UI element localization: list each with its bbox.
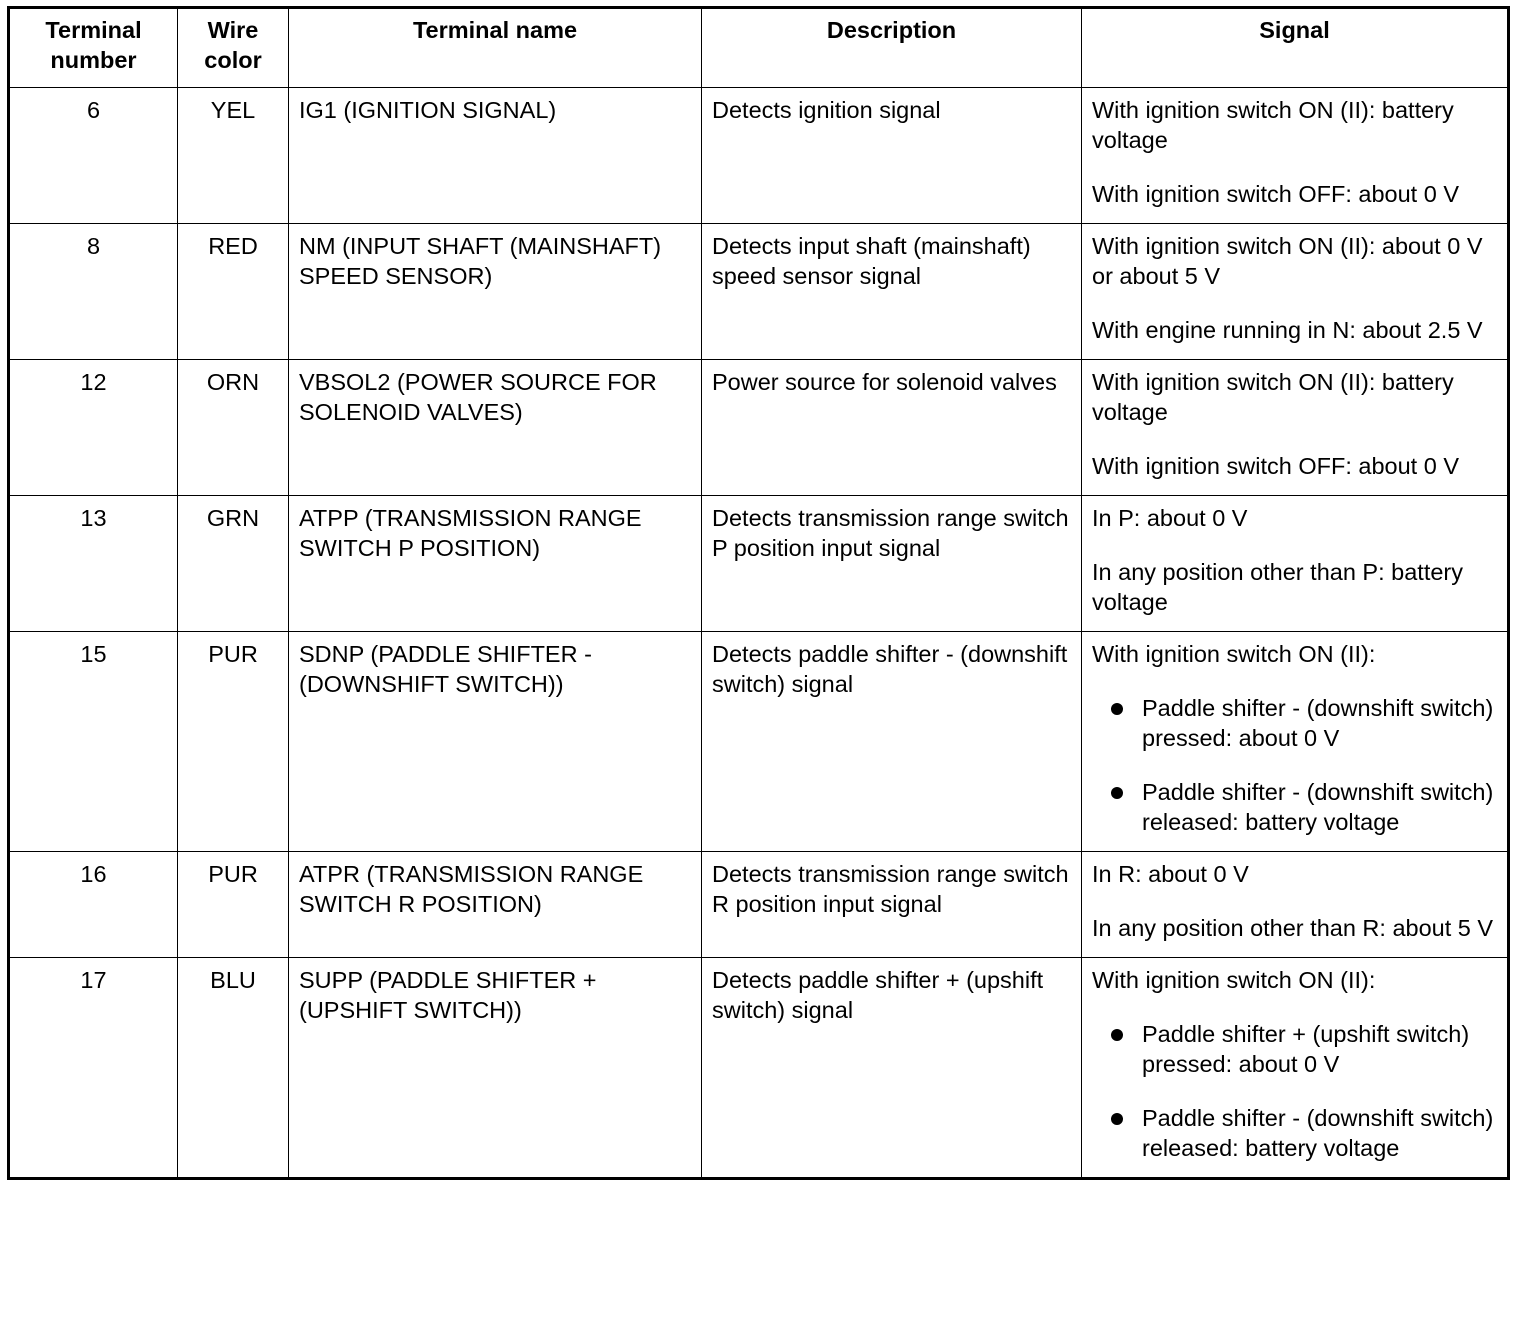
description-cell: Detects input shaft (mainshaft) speed sensor signal xyxy=(702,224,1082,360)
header-description: Description xyxy=(702,8,1082,88)
terminal-number-cell: 17 xyxy=(9,958,178,1179)
header-terminal-number xyxy=(9,8,178,88)
header-wire-color-line1: Wire xyxy=(207,17,259,43)
table-row xyxy=(9,852,1509,958)
signal-bullet-item: Paddle shifter + (upshift switch) pressed: about 0 V xyxy=(1092,1019,1497,1079)
header-terminal-name: Terminal name xyxy=(289,8,702,88)
wire-color-cell: GRN xyxy=(178,496,289,632)
terminal-name-cell: IG1 (IGNITION SIGNAL) xyxy=(289,88,702,224)
signal-cell xyxy=(1082,632,1509,852)
terminal-name-cell: NM (INPUT SHAFT (MAINSHAFT) SPEED SENSOR) xyxy=(289,224,702,360)
signal-bullet-item: Paddle shifter - (downshift switch) released: battery voltage xyxy=(1092,777,1497,837)
wire-color-cell: BLU xyxy=(178,958,289,1179)
signal-line: With ignition switch ON (II): xyxy=(1092,641,1376,667)
description-cell: Detects transmission range switch R position input signal xyxy=(702,852,1082,958)
header-terminal-number-line2: number xyxy=(50,47,137,73)
table-row xyxy=(9,88,1509,224)
terminal-number-cell: 15 xyxy=(9,632,178,852)
signal-bullet-item: Paddle shifter - (downshift switch) pressed: about 0 V xyxy=(1092,693,1497,753)
terminal-name-cell: SDNP (PADDLE SHIFTER - (DOWNSHIFT SWITCH)) xyxy=(289,632,702,852)
signal-bullet-list xyxy=(1092,693,1497,837)
signal-line: In P: about 0 V xyxy=(1092,505,1248,531)
header-signal: Signal xyxy=(1082,8,1509,88)
signal-bullet-item: Paddle shifter - (downshift switch) released: battery voltage xyxy=(1092,1103,1497,1163)
wire-color-cell: PUR xyxy=(178,632,289,852)
terminal-number-cell: 12 xyxy=(9,360,178,496)
terminal-name-cell: ATPR (TRANSMISSION RANGE SWITCH R POSITION) xyxy=(289,852,702,958)
terminal-number-cell: 13 xyxy=(9,496,178,632)
signal-bullet-list xyxy=(1092,1019,1497,1163)
wire-color-cell: ORN xyxy=(178,360,289,496)
table-header xyxy=(9,8,1509,88)
wire-color-cell: RED xyxy=(178,224,289,360)
table-row xyxy=(9,632,1509,852)
signal-cell xyxy=(1082,496,1509,632)
signal-line: With ignition switch ON (II): about 0 V or about 5 V xyxy=(1092,233,1483,289)
signal-line: In any position other than P: battery voltage xyxy=(1092,559,1464,615)
table-row xyxy=(9,360,1509,496)
table-row xyxy=(9,958,1509,1179)
table-body xyxy=(9,88,1509,1179)
signal-cell xyxy=(1082,852,1509,958)
terminal-number-cell: 6 xyxy=(9,88,178,224)
terminal-number-cell: 16 xyxy=(9,852,178,958)
signal-line: With ignition switch ON (II): xyxy=(1092,967,1376,993)
signal-cell xyxy=(1082,360,1509,496)
header-wire-color xyxy=(178,8,289,88)
signal-cell xyxy=(1082,958,1509,1179)
terminal-name-cell: SUPP (PADDLE SHIFTER + (UPSHIFT SWITCH)) xyxy=(289,958,702,1179)
terminal-name-cell: ATPP (TRANSMISSION RANGE SWITCH P POSITION) xyxy=(289,496,702,632)
signal-line: With ignition switch OFF: about 0 V xyxy=(1092,453,1460,479)
table-row xyxy=(9,496,1509,632)
terminal-name-cell: VBSOL2 (POWER SOURCE FOR SOLENOID VALVES) xyxy=(289,360,702,496)
description-cell: Detects paddle shifter + (upshift switch) signal xyxy=(702,958,1082,1179)
wire-color-cell: YEL xyxy=(178,88,289,224)
signal-cell xyxy=(1082,88,1509,224)
description-cell: Detects ignition signal xyxy=(702,88,1082,224)
description-cell: Detects paddle shifter - (downshift switch) signal xyxy=(702,632,1082,852)
wire-color-cell: PUR xyxy=(178,852,289,958)
signal-line: In any position other than R: about 5 V xyxy=(1092,915,1494,941)
header-wire-color-line2: color xyxy=(204,47,262,73)
terminal-number-cell: 8 xyxy=(9,224,178,360)
signal-line: With engine running in N: about 2.5 V xyxy=(1092,317,1483,343)
signal-cell xyxy=(1082,224,1509,360)
description-cell: Power source for solenoid valves xyxy=(702,360,1082,496)
header-terminal-number-line1: Terminal xyxy=(45,17,142,43)
signal-line: In R: about 0 V xyxy=(1092,861,1249,887)
table-row xyxy=(9,224,1509,360)
terminal-table xyxy=(7,6,1510,1180)
signal-line: With ignition switch OFF: about 0 V xyxy=(1092,181,1460,207)
header-row xyxy=(9,8,1509,88)
signal-line: With ignition switch ON (II): battery voltage xyxy=(1092,97,1454,153)
description-cell: Detects transmission range switch P position input signal xyxy=(702,496,1082,632)
signal-line: With ignition switch ON (II): battery voltage xyxy=(1092,369,1454,425)
